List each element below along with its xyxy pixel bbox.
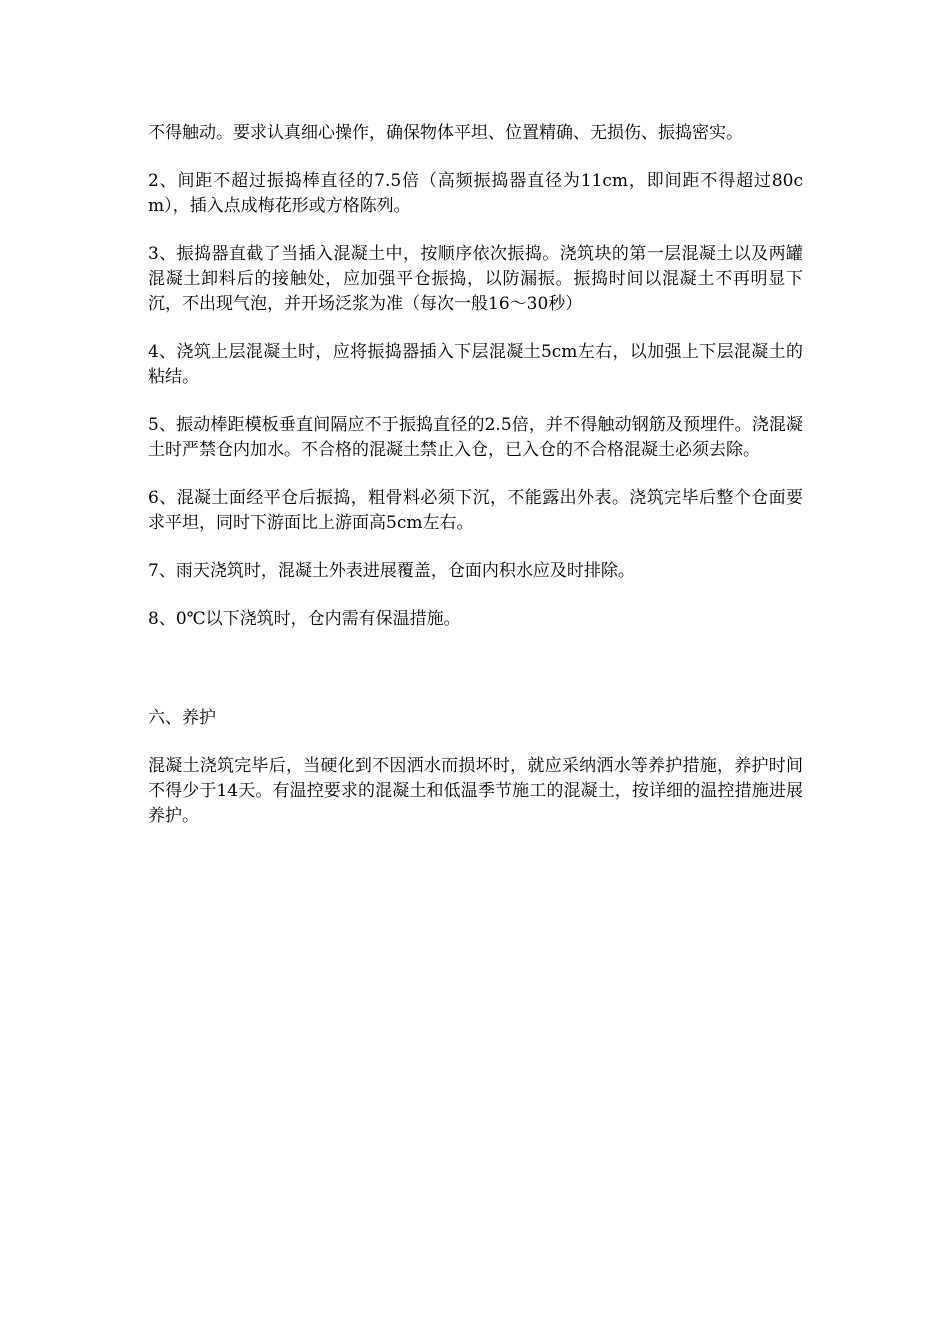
document-body (148, 121, 803, 852)
section-heading: 六、养护 (148, 708, 216, 728)
section-spacer (148, 655, 803, 706)
paragraph-item-4: 4、浇筑上层混凝土时，应将振捣器插入下层混凝土5cm左右，以加强上下层混凝土的粘结。 (148, 342, 803, 387)
paragraph-item-6: 6、混凝土面经平仓后振捣，粗骨料必须下沉，不能露出外表。浇筑完毕后整个仓面要求平坦，同时下游面比上游面高5cm左右。 (148, 488, 803, 533)
paragraph-item-5: 5、振动棒距模板垂直间隔应不于振捣直径的2.5倍，并不得触动钢筋及预埋件。浇混凝土时严禁仓内加水。不合格的混凝土禁止入仓，已入仓的不合格混凝土必须去除。 (148, 415, 803, 460)
paragraph-item-8: 8、0℃以下浇筑时，仓内需有保温措施。 (148, 609, 461, 629)
paragraph-item-3: 3、振捣器直截了当插入混凝土中，按顺序依次振捣。浇筑块的第一层混凝土以及两罐混凝土卸料后的接触处，应加强平仓振捣，以防漏振。振捣时间以混凝土不再明显下沉，不出现气泡，并开场泛浆为准（每次一般16～30秒） (148, 244, 803, 314)
paragraph-continuation: 不得触动。要求认真细心操作，确保物体平坦、位置精确、无损伤、振捣密实。 (148, 123, 743, 143)
paragraph-item-7: 7、雨天浇筑时，混凝土外表进展覆盖，仓面内积水应及时排除。 (148, 561, 635, 581)
paragraph-item-2: 2、间距不超过振捣棒直径的7.5倍（高频振捣器直径为11cm，即间距不得超过80cm），插入点成梅花形或方格陈列。 (148, 171, 803, 216)
section-body-paragraph: 混凝土浇筑完毕后，当硬化到不因洒水而损坏时，就应采纳洒水等养护措施，养护时间不得少于14天。有温控要求的混凝土和低温季节施工的混凝土，按详细的温控措施进展养护。 (148, 756, 803, 826)
